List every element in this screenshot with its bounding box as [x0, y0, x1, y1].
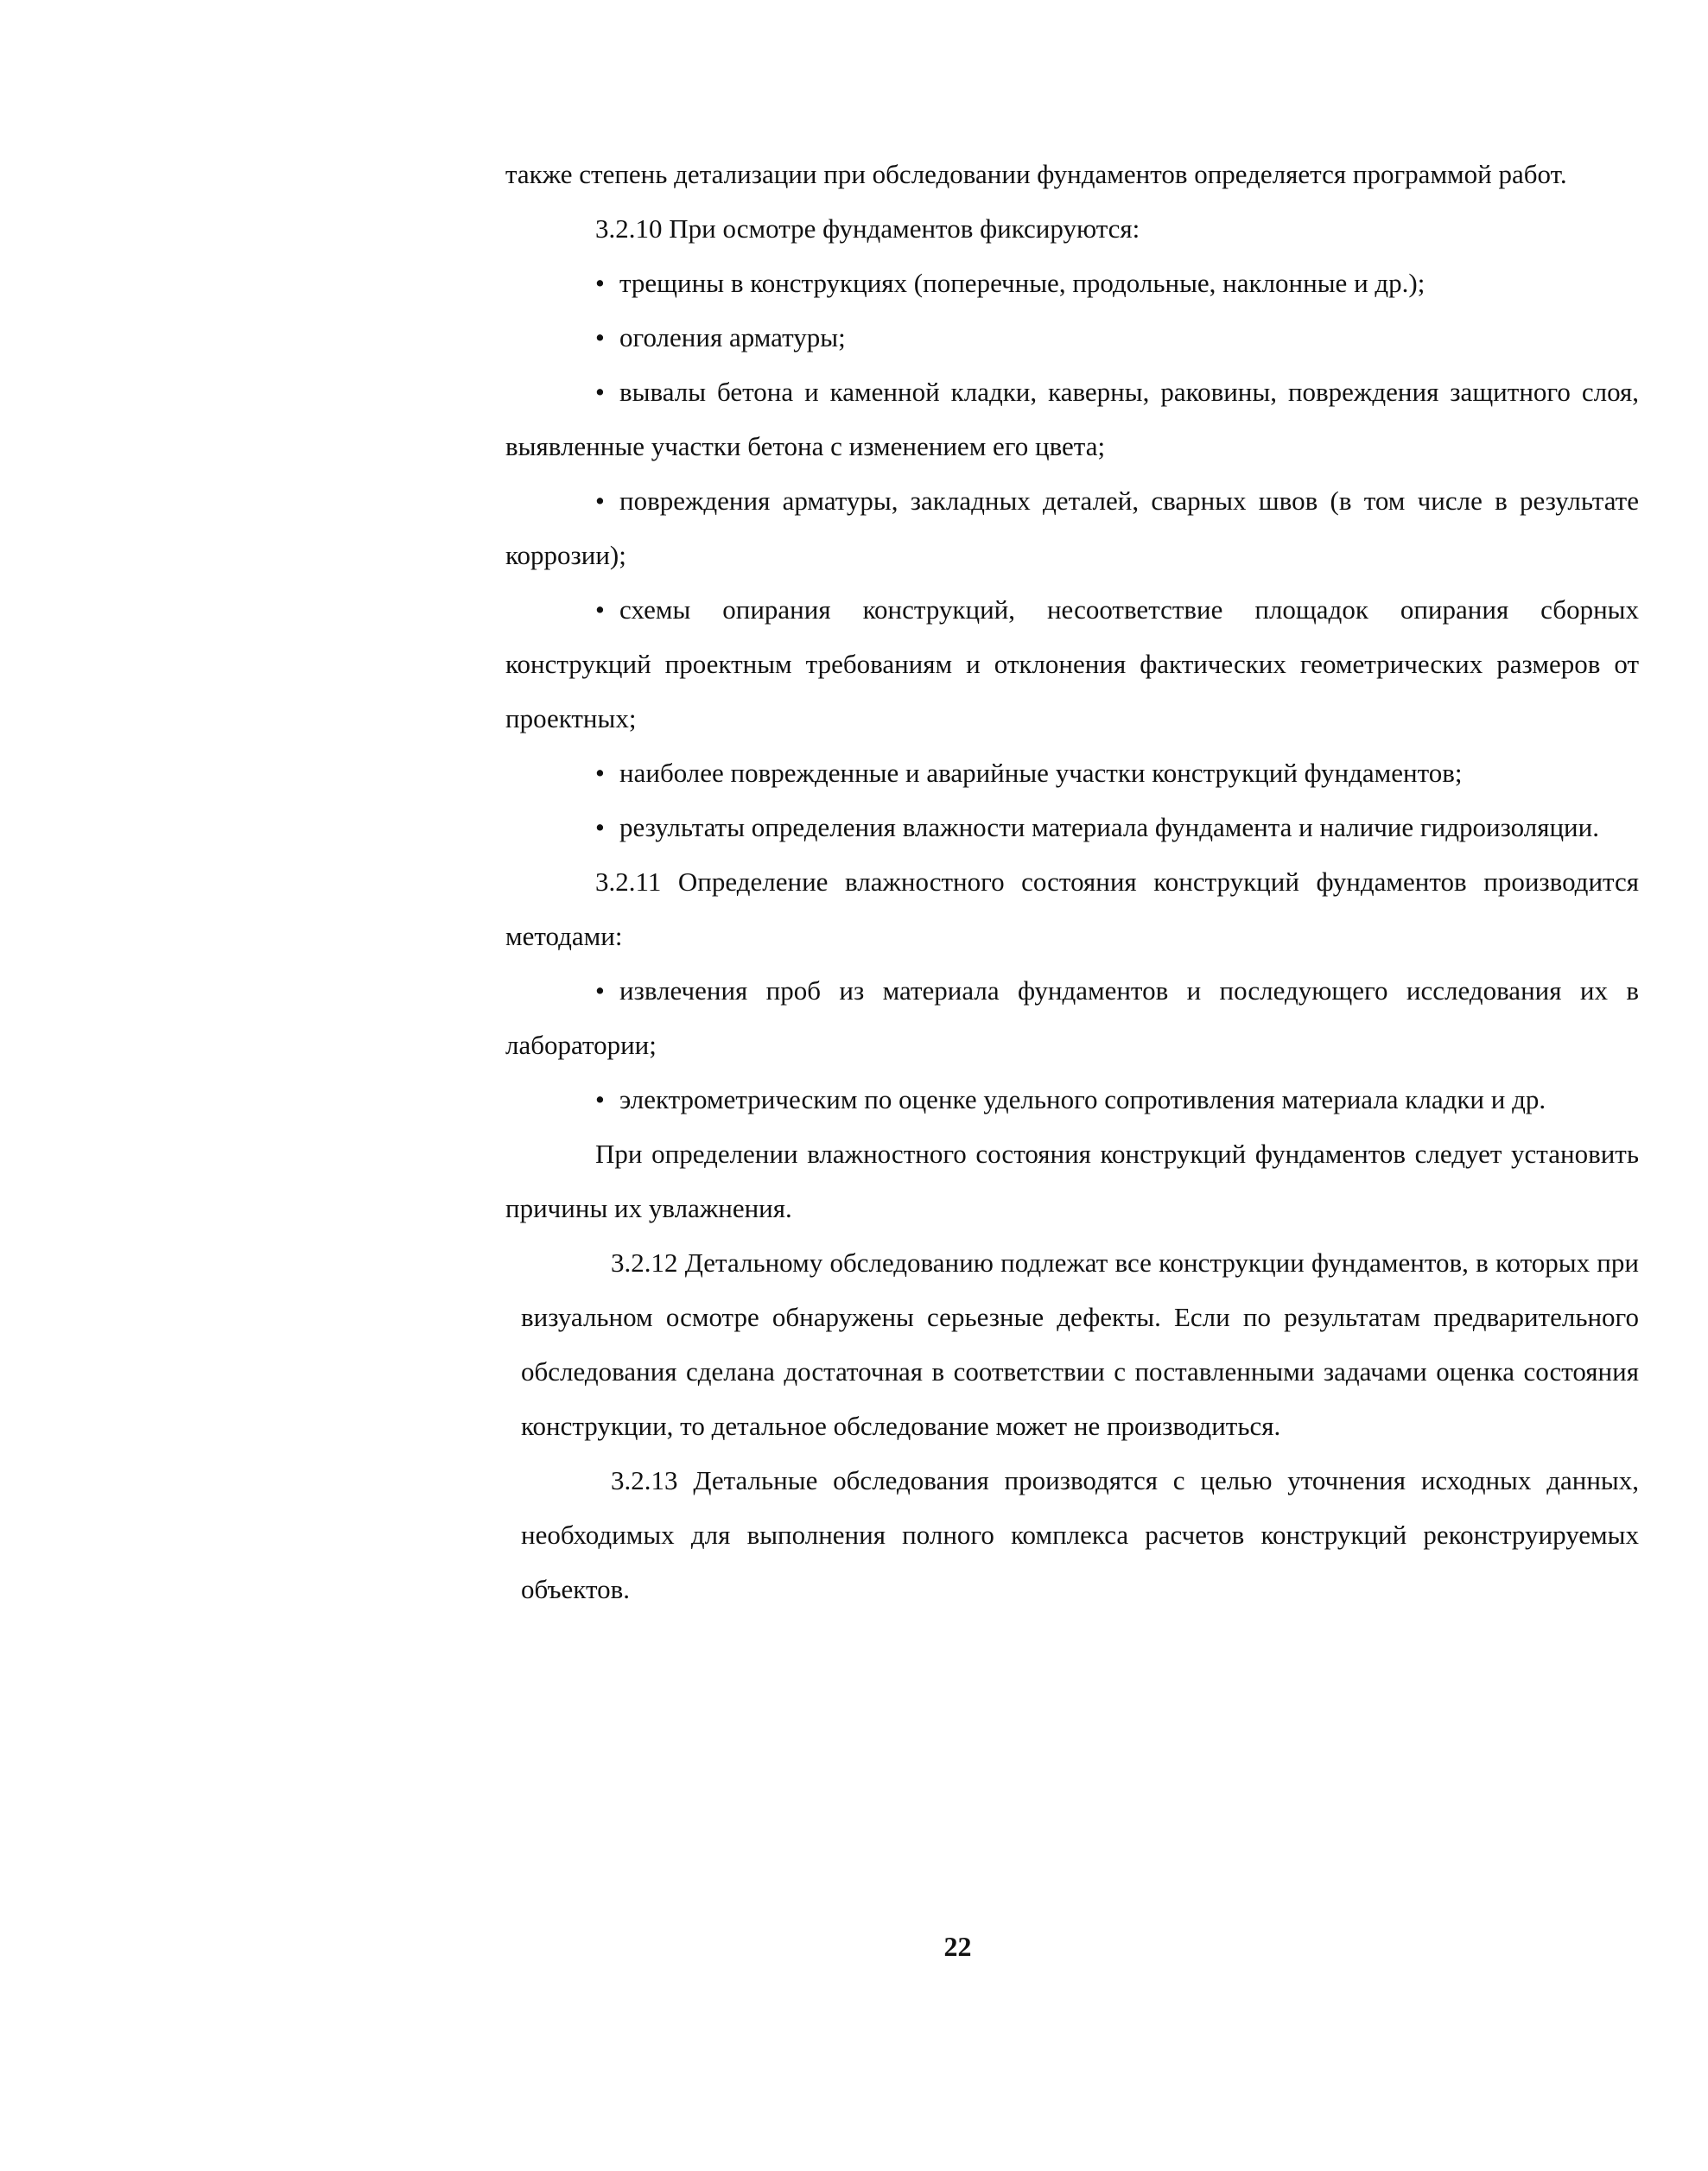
- paragraph-3-2-11: 3.2.11 Определение влажностного состояния конструкций фундаментов производится методами:: [505, 866, 1639, 951]
- list-item: [505, 256, 1639, 310]
- bullet-icon: •: [595, 268, 605, 298]
- bullet-icon: •: [595, 975, 605, 1006]
- paragraph-3-2-13: 3.2.13 Детальные обследования производятся с целью уточнения исходных данных, необходимых для выполнения полного комплекса расчетов конструкций реконструируемых объектов.: [521, 1465, 1639, 1604]
- bullet-icon: •: [595, 758, 605, 788]
- list-item: [505, 582, 1639, 746]
- page-number: 22: [943, 1931, 972, 1962]
- list-item-text: электрометрическим по оценке удельного сопротивления материала кладки и др.: [619, 1084, 1546, 1114]
- paragraph-3-2-10: 3.2.10 При осмотре фундаментов фиксируются:: [595, 213, 1140, 244]
- bullet-icon: •: [595, 594, 605, 625]
- bullet-icon: •: [595, 377, 605, 407]
- paragraph-3-2-12: 3.2.12 Детальному обследованию подлежат все конструкции фундаментов, в которых при визуальном осмотре обнаружены серьезные дефекты. Если по результатам предварительного обследования сделана достаточная в соответствии с поставленными задачами оценка состояния конструкции, то детальное обследование может не производиться.: [521, 1247, 1639, 1441]
- document-body: [505, 147, 1639, 1616]
- list-item: [505, 473, 1639, 582]
- list-item: [505, 746, 1639, 800]
- list-item-text: схемы опирания конструкций, несоответствие площадок опирания сборных конструкций проектным требованиям и отклонения фактических геометрических размеров от проектных;: [505, 594, 1639, 733]
- paragraph-intro: также степень детализации при обследовании фундаментов определяется программой работ.: [505, 159, 1567, 189]
- list-item: [505, 365, 1639, 473]
- list-item-text: оголения арматуры;: [619, 322, 846, 352]
- bullet-icon: •: [595, 486, 605, 516]
- list-item: [505, 963, 1639, 1072]
- list-item-text: наиболее поврежденные и аварийные участки конструкций фундаментов;: [619, 758, 1463, 788]
- list-item-text: повреждения арматуры, закладных деталей, сварных швов (в том числе в результате коррозии);: [505, 486, 1639, 570]
- list-item-text: результаты определения влажности материала фундамента и наличие гидроизоляции.: [619, 812, 1599, 842]
- bullet-icon: •: [595, 322, 605, 352]
- list-item-text: вывалы бетона и каменной кладки, каверны, раковины, повреждения защитного слоя, выявленные участки бетона с изменением его цвета;: [505, 377, 1639, 461]
- list-item: [505, 310, 1639, 365]
- list-item-text: трещины в конструкциях (поперечные, продольные, наклонные и др.);: [619, 268, 1425, 298]
- paragraph-moisture-causes: При определении влажностного состояния конструкций фундаментов следует установить причины их увлажнения.: [505, 1139, 1639, 1223]
- list-item: [505, 1072, 1639, 1127]
- list-item: [505, 800, 1639, 854]
- bullet-icon: •: [595, 1084, 605, 1114]
- bullet-icon: •: [595, 812, 605, 842]
- list-item-text: извлечения проб из материала фундаментов и последующего исследования их в лаборатории;: [505, 975, 1639, 1060]
